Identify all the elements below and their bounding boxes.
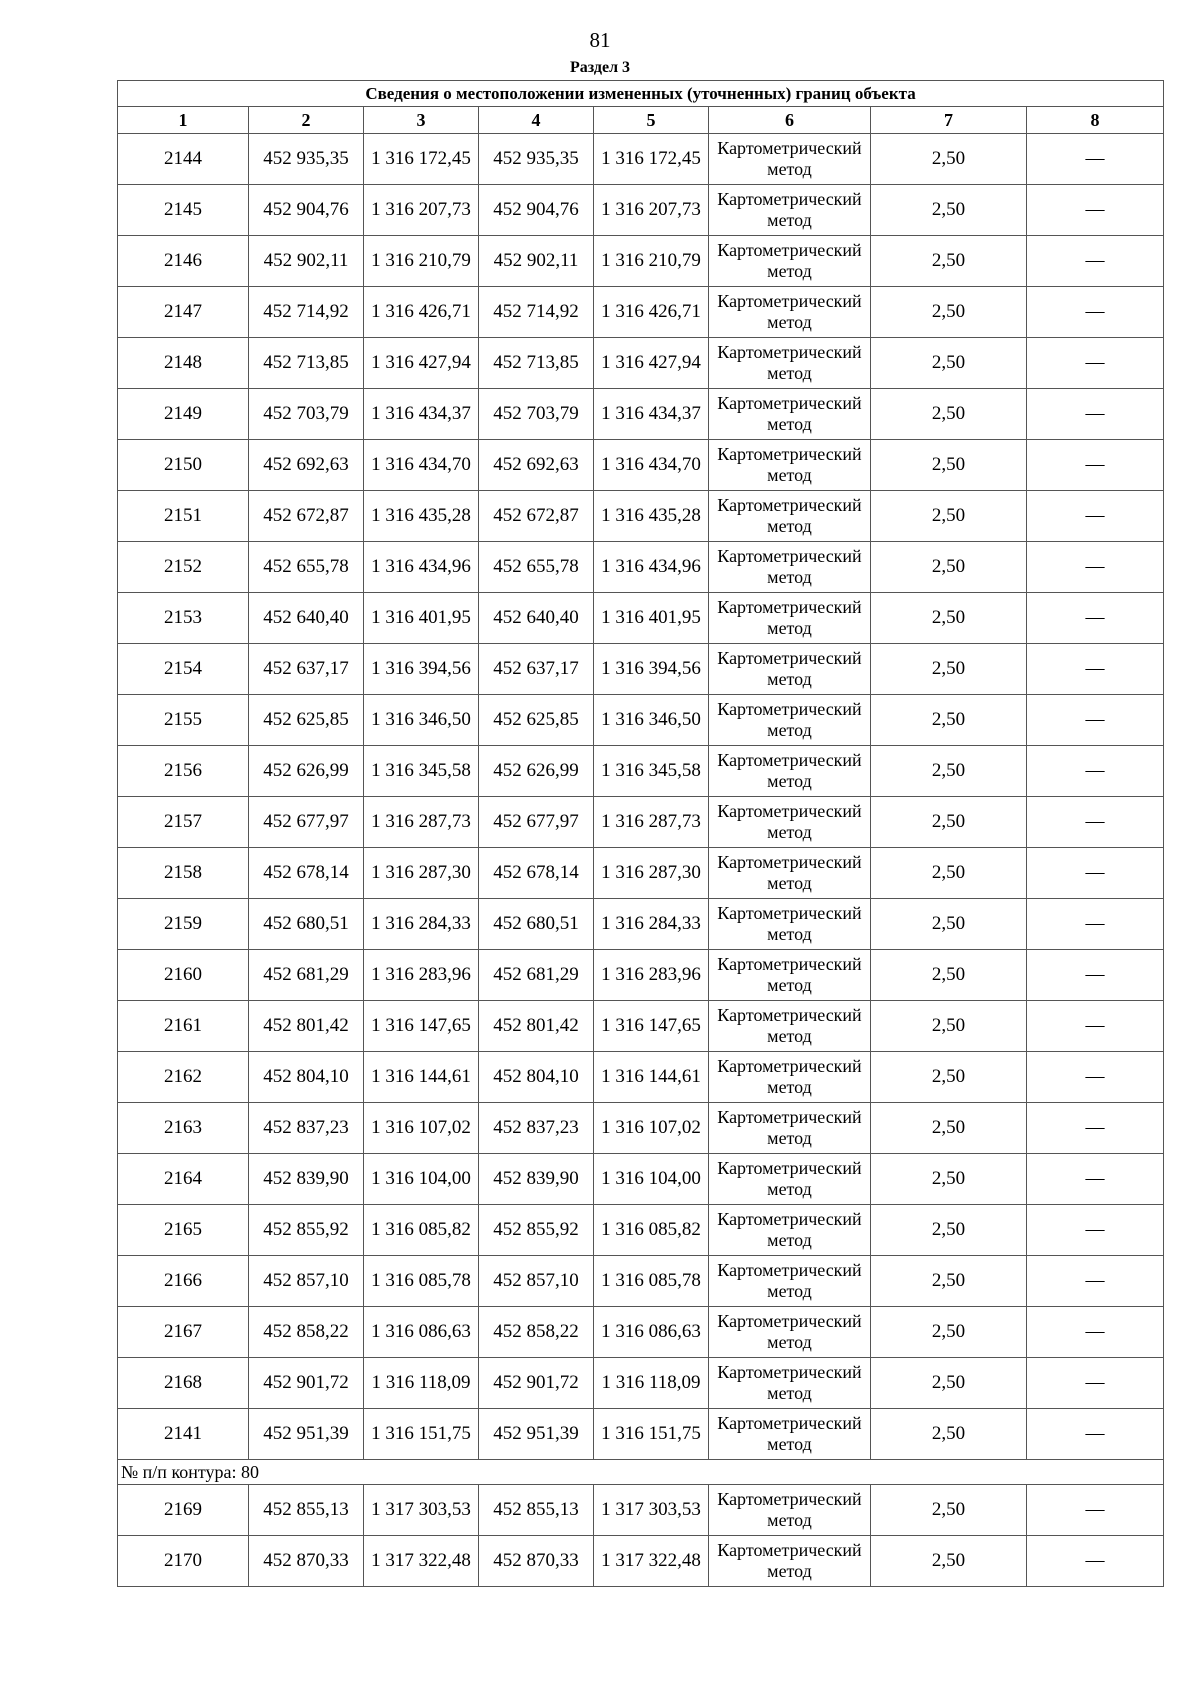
- table-cell-col-7: 2,50: [871, 1256, 1027, 1307]
- table-cell-col-1: 2160: [118, 950, 249, 1001]
- table-cell-col-2: 452 692,63: [249, 440, 364, 491]
- table-cell-col-4: 452 680,51: [479, 899, 594, 950]
- table-cell-col-8: —: [1027, 950, 1164, 1001]
- table-cell-col-5: 1 316 427,94: [594, 338, 709, 389]
- table-cell-col-1: 2155: [118, 695, 249, 746]
- table-cell-col-3: 1 316 394,56: [364, 644, 479, 695]
- table-cell-col-5: 1 316 287,30: [594, 848, 709, 899]
- table-row: [118, 1409, 1164, 1460]
- table-cell-col-8: —: [1027, 1205, 1164, 1256]
- table-row: [118, 1154, 1164, 1205]
- table-row: [118, 389, 1164, 440]
- table-row: [118, 797, 1164, 848]
- table-cell-col-1: 2146: [118, 236, 249, 287]
- table-cell-col-7: 2,50: [871, 185, 1027, 236]
- table-cell-col-7: 2,50: [871, 440, 1027, 491]
- table-cell-col-5: 1 316 107,02: [594, 1103, 709, 1154]
- table-cell-col-3: 1 316 104,00: [364, 1154, 479, 1205]
- table-cell-col-1: 2149: [118, 389, 249, 440]
- table-cell-col-4: 452 714,92: [479, 287, 594, 338]
- table-cell-col-6: Картометрический метод: [709, 236, 871, 287]
- table-cell-col-2: 452 804,10: [249, 1052, 364, 1103]
- table-row: [118, 899, 1164, 950]
- table-cell-col-2: 452 680,51: [249, 899, 364, 950]
- section-title: Раздел 3: [569, 59, 631, 76]
- table-cell-col-4: 452 626,99: [479, 746, 594, 797]
- table-cell-col-5: 1 317 303,53: [594, 1485, 709, 1536]
- table-cell-col-5: 1 316 284,33: [594, 899, 709, 950]
- table-cell-col-4: 452 857,10: [479, 1256, 594, 1307]
- table-cell-col-7: 2,50: [871, 1307, 1027, 1358]
- table-cell-col-7: 2,50: [871, 1001, 1027, 1052]
- table-cell-col-8: —: [1027, 1307, 1164, 1358]
- table-cell-col-8: —: [1027, 236, 1164, 287]
- table-cell-col-1: 2158: [118, 848, 249, 899]
- table-cell-col-5: 1 316 287,73: [594, 797, 709, 848]
- table-cell-col-5: 1 316 434,70: [594, 440, 709, 491]
- table-cell-col-1: 2164: [118, 1154, 249, 1205]
- table-cell-col-7: 2,50: [871, 491, 1027, 542]
- table-cell-col-1: 2161: [118, 1001, 249, 1052]
- table-row: [118, 1307, 1164, 1358]
- table-cell-col-3: 1 316 434,70: [364, 440, 479, 491]
- table-cell-col-1: 2150: [118, 440, 249, 491]
- table-cell-col-4: 452 801,42: [479, 1001, 594, 1052]
- table-cell-col-5: 1 316 401,95: [594, 593, 709, 644]
- table-cell-col-3: 1 316 151,75: [364, 1409, 479, 1460]
- table-cell-col-4: 452 640,40: [479, 593, 594, 644]
- table-cell-col-2: 452 801,42: [249, 1001, 364, 1052]
- table-cell-col-7: 2,50: [871, 1052, 1027, 1103]
- table-cell-col-4: 452 672,87: [479, 491, 594, 542]
- table-cell-col-7: 2,50: [871, 695, 1027, 746]
- table-cell-col-7: 2,50: [871, 950, 1027, 1001]
- table-row: [118, 287, 1164, 338]
- table-cell-col-1: 2168: [118, 1358, 249, 1409]
- column-header-3: 3: [364, 107, 479, 134]
- table-cell-col-2: 452 625,85: [249, 695, 364, 746]
- table-cell-col-2: 452 713,85: [249, 338, 364, 389]
- table-cell-col-3: 1 316 085,82: [364, 1205, 479, 1256]
- table-cell-col-1: 2170: [118, 1536, 249, 1587]
- table-cell-col-7: 2,50: [871, 644, 1027, 695]
- table-cell-col-4: 452 904,76: [479, 185, 594, 236]
- table-cell-col-5: 1 316 210,79: [594, 236, 709, 287]
- table-cell-col-7: 2,50: [871, 746, 1027, 797]
- table-cell-col-8: —: [1027, 1409, 1164, 1460]
- table-row: [118, 746, 1164, 797]
- table-cell-col-6: Картометрический метод: [709, 1052, 871, 1103]
- table-cell-col-1: 2144: [118, 134, 249, 185]
- table-cell-col-3: 1 316 426,71: [364, 287, 479, 338]
- table-cell-col-8: —: [1027, 593, 1164, 644]
- table-row: [118, 185, 1164, 236]
- table-body-after: [118, 1485, 1164, 1587]
- table-cell-col-2: 452 637,17: [249, 644, 364, 695]
- table-cell-col-5: 1 316 346,50: [594, 695, 709, 746]
- table-cell-col-3: 1 316 434,37: [364, 389, 479, 440]
- table-cell-col-5: 1 316 434,96: [594, 542, 709, 593]
- table-cell-col-6: Картометрический метод: [709, 695, 871, 746]
- table-row: [118, 848, 1164, 899]
- table-cell-col-5: 1 316 283,96: [594, 950, 709, 1001]
- table-cell-col-3: 1 316 147,65: [364, 1001, 479, 1052]
- table-cell-col-4: 452 901,72: [479, 1358, 594, 1409]
- table-row: [118, 644, 1164, 695]
- table-cell-col-8: —: [1027, 899, 1164, 950]
- table-cell-col-5: 1 316 434,37: [594, 389, 709, 440]
- table-cell-col-6: Картометрический метод: [709, 389, 871, 440]
- table-cell-col-1: 2148: [118, 338, 249, 389]
- table-cell-col-1: 2141: [118, 1409, 249, 1460]
- table-cell-col-6: Картометрический метод: [709, 185, 871, 236]
- table-cell-col-5: 1 316 144,61: [594, 1052, 709, 1103]
- table-cell-col-4: 452 855,92: [479, 1205, 594, 1256]
- boundary-coordinates-table: [117, 80, 1164, 1587]
- table-cell-col-3: 1 316 287,73: [364, 797, 479, 848]
- table-cell-col-3: 1 316 346,50: [364, 695, 479, 746]
- table-row: [118, 1485, 1164, 1536]
- table-cell-col-5: 1 316 207,73: [594, 185, 709, 236]
- column-header-row: [118, 107, 1164, 134]
- table-cell-col-3: 1 316 118,09: [364, 1358, 479, 1409]
- table-cell-col-3: 1 316 435,28: [364, 491, 479, 542]
- table-cell-col-1: 2154: [118, 644, 249, 695]
- table-row: [118, 1256, 1164, 1307]
- table-cell-col-4: 452 935,35: [479, 134, 594, 185]
- table-cell-col-8: —: [1027, 1052, 1164, 1103]
- table-row: [118, 491, 1164, 542]
- table-cell-col-2: 452 855,92: [249, 1205, 364, 1256]
- table-cell-col-5: 1 316 147,65: [594, 1001, 709, 1052]
- table-cell-col-2: 452 837,23: [249, 1103, 364, 1154]
- table-cell-col-7: 2,50: [871, 134, 1027, 185]
- table-caption: Сведения о местоположении измененных (уточненных) границ объекта: [118, 81, 1164, 107]
- table-cell-col-5: 1 316 086,63: [594, 1307, 709, 1358]
- table-cell-col-4: 452 837,23: [479, 1103, 594, 1154]
- column-header-5: 5: [594, 107, 709, 134]
- table-cell-col-6: Картометрический метод: [709, 593, 871, 644]
- table-cell-col-2: 452 714,92: [249, 287, 364, 338]
- table-cell-col-1: 2169: [118, 1485, 249, 1536]
- table-cell-col-8: —: [1027, 695, 1164, 746]
- table-cell-col-4: 452 625,85: [479, 695, 594, 746]
- table-row: [118, 1001, 1164, 1052]
- table-cell-col-7: 2,50: [871, 797, 1027, 848]
- table-cell-col-6: Картометрический метод: [709, 491, 871, 542]
- table-cell-col-3: 1 316 284,33: [364, 899, 479, 950]
- table-cell-col-3: 1 316 283,96: [364, 950, 479, 1001]
- table-cell-col-4: 452 839,90: [479, 1154, 594, 1205]
- table-cell-col-3: 1 316 401,95: [364, 593, 479, 644]
- table-cell-col-2: 452 857,10: [249, 1256, 364, 1307]
- table-cell-col-6: Картометрический метод: [709, 950, 871, 1001]
- table-cell-col-3: 1 317 322,48: [364, 1536, 479, 1587]
- column-header-1: 1: [118, 107, 249, 134]
- table-cell-col-4: 452 637,17: [479, 644, 594, 695]
- table-cell-col-8: —: [1027, 338, 1164, 389]
- table-cell-col-6: Картометрический метод: [709, 1409, 871, 1460]
- table-cell-col-3: 1 316 086,63: [364, 1307, 479, 1358]
- table-cell-col-3: 1 316 144,61: [364, 1052, 479, 1103]
- table-cell-col-5: 1 316 151,75: [594, 1409, 709, 1460]
- table-row: [118, 1358, 1164, 1409]
- table-cell-col-3: 1 316 085,78: [364, 1256, 479, 1307]
- table-cell-col-2: 452 951,39: [249, 1409, 364, 1460]
- table-cell-col-1: 2166: [118, 1256, 249, 1307]
- column-header-2: 2: [249, 107, 364, 134]
- table-cell-col-6: Картометрический метод: [709, 1154, 871, 1205]
- table-cell-col-2: 452 855,13: [249, 1485, 364, 1536]
- table-cell-col-7: 2,50: [871, 1205, 1027, 1256]
- table-cell-col-2: 452 677,97: [249, 797, 364, 848]
- table-cell-col-2: 452 839,90: [249, 1154, 364, 1205]
- table-cell-col-2: 452 681,29: [249, 950, 364, 1001]
- table-cell-col-1: 2159: [118, 899, 249, 950]
- table-cell-col-6: Картометрический метод: [709, 797, 871, 848]
- table-cell-col-2: 452 935,35: [249, 134, 364, 185]
- table-cell-col-2: 452 678,14: [249, 848, 364, 899]
- table-cell-col-1: 2156: [118, 746, 249, 797]
- contour-label: № п/п контура: 80: [118, 1460, 1164, 1485]
- table-cell-col-5: 1 316 085,78: [594, 1256, 709, 1307]
- table-cell-col-6: Картометрический метод: [709, 899, 871, 950]
- table-cell-col-7: 2,50: [871, 1103, 1027, 1154]
- table-row: [118, 542, 1164, 593]
- table-cell-col-7: 2,50: [871, 236, 1027, 287]
- table-cell-col-6: Картометрический метод: [709, 1536, 871, 1587]
- table-cell-col-1: 2163: [118, 1103, 249, 1154]
- table-row: [118, 1052, 1164, 1103]
- table-cell-col-3: 1 316 207,73: [364, 185, 479, 236]
- table-cell-col-5: 1 316 394,56: [594, 644, 709, 695]
- table-cell-col-3: 1 316 107,02: [364, 1103, 479, 1154]
- table-cell-col-1: 2165: [118, 1205, 249, 1256]
- table-cell-col-1: 2167: [118, 1307, 249, 1358]
- table-cell-col-4: 452 655,78: [479, 542, 594, 593]
- table-cell-col-4: 452 858,22: [479, 1307, 594, 1358]
- table-cell-col-8: —: [1027, 1485, 1164, 1536]
- table-cell-col-7: 2,50: [871, 1485, 1027, 1536]
- table-cell-col-3: 1 316 210,79: [364, 236, 479, 287]
- page-number: 81: [589, 28, 611, 52]
- table-cell-col-7: 2,50: [871, 1154, 1027, 1205]
- table-cell-col-2: 452 904,76: [249, 185, 364, 236]
- contour-row: [118, 1460, 1164, 1485]
- table-cell-col-8: —: [1027, 1001, 1164, 1052]
- table-cell-col-7: 2,50: [871, 899, 1027, 950]
- table-cell-col-3: 1 316 345,58: [364, 746, 479, 797]
- table-cell-col-2: 452 672,87: [249, 491, 364, 542]
- table-cell-col-6: Картометрический метод: [709, 746, 871, 797]
- table-cell-col-8: —: [1027, 848, 1164, 899]
- table-row: [118, 338, 1164, 389]
- table-cell-col-1: 2157: [118, 797, 249, 848]
- table-cell-col-6: Картометрический метод: [709, 134, 871, 185]
- table-cell-col-5: 1 316 085,82: [594, 1205, 709, 1256]
- table-cell-col-5: 1 316 435,28: [594, 491, 709, 542]
- table-cell-col-7: 2,50: [871, 338, 1027, 389]
- table-cell-col-6: Картометрический метод: [709, 1307, 871, 1358]
- table-cell-col-6: Картометрический метод: [709, 848, 871, 899]
- table-cell-col-4: 452 678,14: [479, 848, 594, 899]
- table-row: [118, 236, 1164, 287]
- table-cell-col-8: —: [1027, 1358, 1164, 1409]
- table-cell-col-8: —: [1027, 542, 1164, 593]
- table-cell-col-4: 452 855,13: [479, 1485, 594, 1536]
- table-cell-col-3: 1 316 434,96: [364, 542, 479, 593]
- table-cell-col-6: Картометрический метод: [709, 1485, 871, 1536]
- table-cell-col-4: 452 951,39: [479, 1409, 594, 1460]
- table-cell-col-7: 2,50: [871, 1358, 1027, 1409]
- table-cell-col-4: 452 681,29: [479, 950, 594, 1001]
- table-cell-col-6: Картометрический метод: [709, 644, 871, 695]
- table-cell-col-1: 2147: [118, 287, 249, 338]
- table-cell-col-5: 1 316 118,09: [594, 1358, 709, 1409]
- table-cell-col-4: 452 703,79: [479, 389, 594, 440]
- table-cell-col-8: —: [1027, 440, 1164, 491]
- table-row: [118, 134, 1164, 185]
- table-cell-col-5: 1 316 426,71: [594, 287, 709, 338]
- table-cell-col-8: —: [1027, 287, 1164, 338]
- table-cell-col-6: Картометрический метод: [709, 1001, 871, 1052]
- table-cell-col-4: 452 692,63: [479, 440, 594, 491]
- table-cell-col-3: 1 316 287,30: [364, 848, 479, 899]
- table-cell-col-2: 452 703,79: [249, 389, 364, 440]
- table-cell-col-8: —: [1027, 1256, 1164, 1307]
- table-cell-col-1: 2162: [118, 1052, 249, 1103]
- table-row: [118, 1205, 1164, 1256]
- table-cell-col-4: 452 870,33: [479, 1536, 594, 1587]
- table-row: [118, 1536, 1164, 1587]
- table-cell-col-8: —: [1027, 185, 1164, 236]
- table-cell-col-6: Картометрический метод: [709, 1205, 871, 1256]
- column-header-7: 7: [871, 107, 1027, 134]
- table-cell-col-5: 1 317 322,48: [594, 1536, 709, 1587]
- table-cell-col-8: —: [1027, 1103, 1164, 1154]
- table-cell-col-6: Картометрический метод: [709, 1103, 871, 1154]
- table-cell-col-4: 452 902,11: [479, 236, 594, 287]
- table-cell-col-7: 2,50: [871, 593, 1027, 644]
- table-cell-col-8: —: [1027, 1154, 1164, 1205]
- table-cell-col-6: Картометрический метод: [709, 1256, 871, 1307]
- table-cell-col-8: —: [1027, 644, 1164, 695]
- table-cell-col-2: 452 655,78: [249, 542, 364, 593]
- table-cell-col-6: Картометрический метод: [709, 338, 871, 389]
- column-header-4: 4: [479, 107, 594, 134]
- table-cell-col-4: 452 677,97: [479, 797, 594, 848]
- table-cell-col-1: 2151: [118, 491, 249, 542]
- table-cell-col-8: —: [1027, 491, 1164, 542]
- table-cell-col-7: 2,50: [871, 389, 1027, 440]
- table-cell-col-2: 452 858,22: [249, 1307, 364, 1358]
- table-cell-col-3: 1 316 427,94: [364, 338, 479, 389]
- table-cell-col-7: 2,50: [871, 1536, 1027, 1587]
- table-cell-col-6: Картометрический метод: [709, 1358, 871, 1409]
- table-cell-col-1: 2153: [118, 593, 249, 644]
- table-cell-col-1: 2145: [118, 185, 249, 236]
- table-cell-col-8: —: [1027, 1536, 1164, 1587]
- table-cell-col-6: Картометрический метод: [709, 542, 871, 593]
- table-cell-col-8: —: [1027, 134, 1164, 185]
- table-cell-col-2: 452 901,72: [249, 1358, 364, 1409]
- table-row: [118, 695, 1164, 746]
- table-cell-col-5: 1 316 172,45: [594, 134, 709, 185]
- table-row: [118, 593, 1164, 644]
- table-cell-col-2: 452 626,99: [249, 746, 364, 797]
- table-cell-col-3: 1 317 303,53: [364, 1485, 479, 1536]
- table-cell-col-8: —: [1027, 797, 1164, 848]
- column-header-6: 6: [709, 107, 871, 134]
- table-cell-col-8: —: [1027, 389, 1164, 440]
- table-cell-col-2: 452 640,40: [249, 593, 364, 644]
- table-row: [118, 950, 1164, 1001]
- table-cell-col-6: Картометрический метод: [709, 440, 871, 491]
- table-cell-col-3: 1 316 172,45: [364, 134, 479, 185]
- table-cell-col-2: 452 870,33: [249, 1536, 364, 1587]
- table-cell-col-4: 452 804,10: [479, 1052, 594, 1103]
- table-cell-col-1: 2152: [118, 542, 249, 593]
- table-cell-col-4: 452 713,85: [479, 338, 594, 389]
- table-cell-col-7: 2,50: [871, 1409, 1027, 1460]
- table-cell-col-2: 452 902,11: [249, 236, 364, 287]
- table-row: [118, 440, 1164, 491]
- table-cell-col-8: —: [1027, 746, 1164, 797]
- table-row: [118, 1103, 1164, 1154]
- table-cell-col-7: 2,50: [871, 848, 1027, 899]
- table-body-before: [118, 134, 1164, 1460]
- table-cell-col-5: 1 316 104,00: [594, 1154, 709, 1205]
- table-cell-col-7: 2,50: [871, 542, 1027, 593]
- table-cell-col-7: 2,50: [871, 287, 1027, 338]
- table-cell-col-6: Картометрический метод: [709, 287, 871, 338]
- column-header-8: 8: [1027, 107, 1164, 134]
- table-cell-col-5: 1 316 345,58: [594, 746, 709, 797]
